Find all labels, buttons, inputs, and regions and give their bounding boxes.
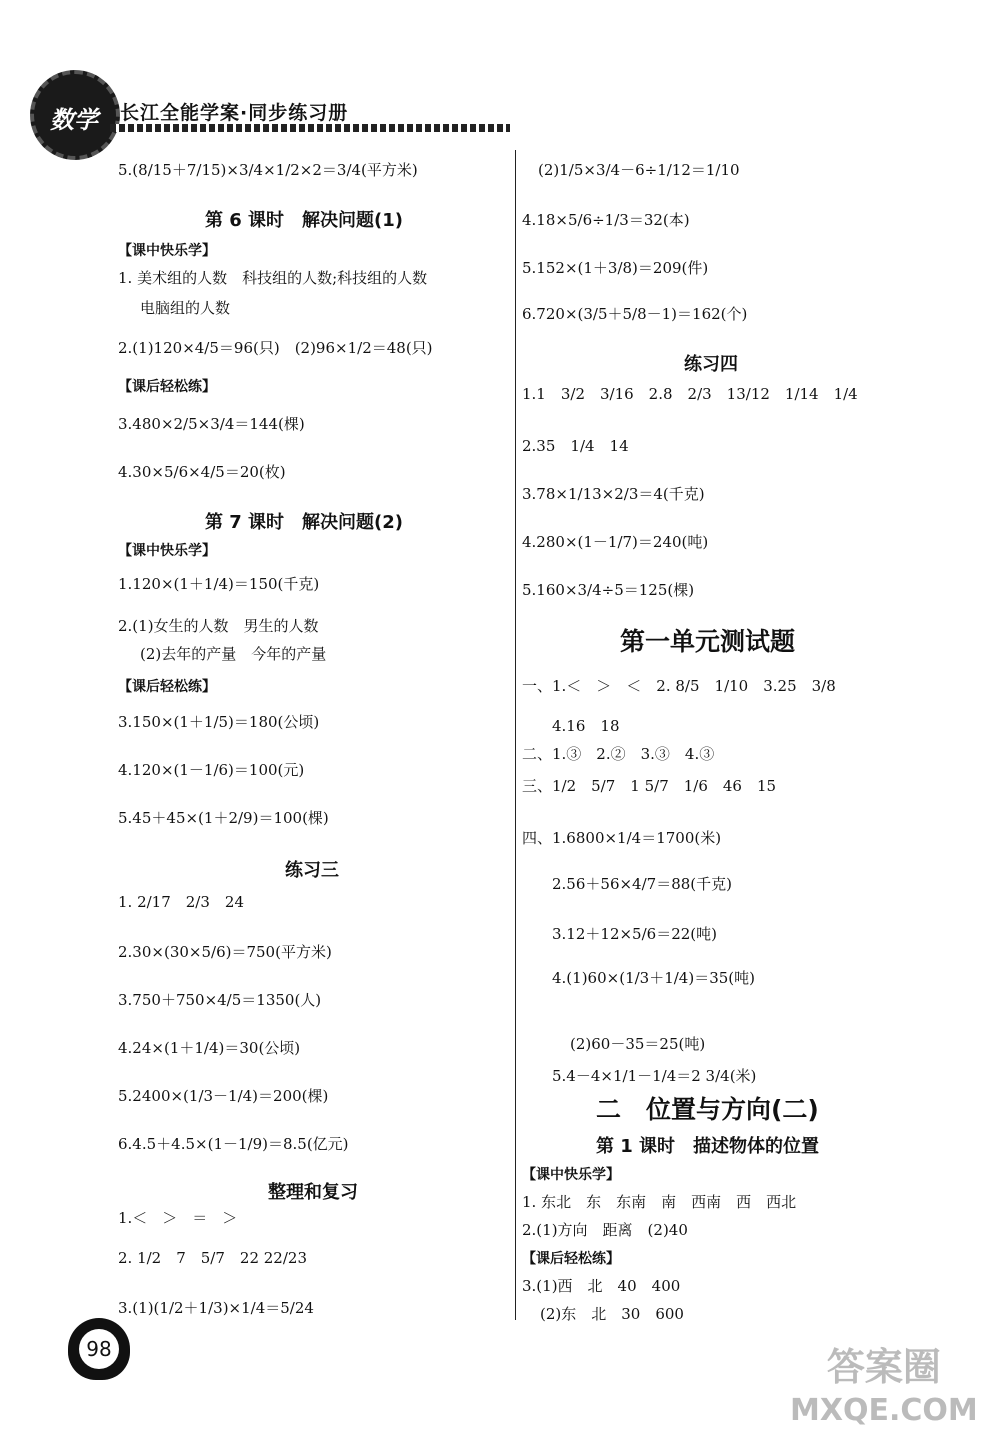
section-heading: 第一单元测试题 [620,627,796,656]
section-heading: 练习三 [285,860,339,881]
answer-line: (2)1/5×3/4－6÷1/12＝1/10 [538,161,740,179]
answer-line: 电脑组的人数 [140,299,231,317]
answer-line: 2.56＋56×4/7＝88(千克) [552,875,732,893]
answer-line: 一、1.＜ ＞ ＜ 2. 8/5 1/10 3.25 3/8 [522,677,836,695]
answer-line: 1.120×(1＋1/4)＝150(千克) [118,575,320,593]
answer-line: 4.30×5/6×4/5＝20(枚) [118,463,286,481]
answer-line: 6.4.5＋4.5×(1－1/9)＝8.5(亿元) [118,1135,349,1153]
answer-line: (2)去年的产量 今年的产量 [140,645,327,663]
answer-line: 5.152×(1＋3/8)＝209(件) [522,259,709,277]
answer-line: 5.45＋45×(1＋2/9)＝100(棵) [118,809,329,827]
answer-line: 2.30×(30×5/6)＝750(平方米) [118,943,332,961]
answer-line: 3.12＋12×5/6＝22(吨) [552,925,717,943]
section-tag: 【课中快乐学】 [522,1167,620,1183]
answer-line: 1. 东北 东 东南 南 西南 西 西北 [522,1193,797,1211]
answer-line: 3.750＋750×4/5＝1350(人) [118,991,322,1009]
header-rule [110,124,510,132]
answer-line: 2.(1)120×4/5＝96(只) (2)96×1/2＝48(只) [118,339,433,357]
answer-line: 4.16 18 [552,717,620,735]
section-tag: 【课后轻松练】 [118,379,216,395]
section-heading: 练习四 [684,354,738,375]
section-heading: 第 1 课时 描述物体的位置 [596,1136,820,1157]
answer-line: 5.4－4×1/1－1/4＝2 3/4(米) [552,1067,757,1085]
answer-line: 5.160×3/4÷5＝125(棵) [522,581,695,599]
column-divider [515,150,516,1320]
answer-line: 1.＜ ＞ ＝ ＞ [118,1209,238,1227]
section-heading: 整理和复习 [268,1182,358,1203]
watermark [790,1345,978,1433]
answer-line: 1. 2/17 2/3 24 [118,893,244,911]
answer-line: 3.(1)西 北 40 400 [522,1277,681,1295]
answer-line: 4.280×(1－1/7)＝240(吨) [522,533,709,551]
subject-badge [30,70,120,160]
answer-line: 1.1 3/2 3/16 2.8 2/3 13/12 1/14 1/4 [522,385,858,403]
watermark-logo: 答案圈 [826,1345,941,1389]
answer-line: 6.720×(3/5＋5/8－1)＝162(个) [522,305,748,323]
answer-line: 2.35 1/4 14 [522,437,629,455]
book-title: 长江全能学案·同步练习册 [120,102,349,124]
answer-line: 3.480×2/5×3/4＝144(棵) [118,415,305,433]
section-heading: 第 7 课时 解决问题(2) [205,512,404,533]
answer-line: 3.(1)(1/2＋1/3)×1/4＝5/24 [118,1299,314,1317]
answer-line: 四、1.6800×1/4＝1700(米) [522,829,722,847]
answer-line: 3.78×1/13×2/3＝4(千克) [522,485,705,503]
answer-line: 4.24×(1＋1/4)＝30(公顷) [118,1039,301,1057]
answer-line: (2)东 北 30 600 [540,1305,684,1323]
section-tag: 【课中快乐学】 [118,543,216,559]
section-heading: 第 6 课时 解决问题(1) [205,210,404,231]
answer-line: 2. 1/2 7 5/7 22 22/23 [118,1249,307,1267]
answer-line: (2)60－35＝25(吨) [570,1035,706,1053]
page-number-badge [68,1318,130,1380]
watermark-url: MXQE.COM [790,1393,978,1428]
answer-line: 1. 美术组的人数 科技组的人数;科技组的人数 [118,269,428,287]
answer-line: 二、1.③ 2.② 3.③ 4.③ [522,745,715,763]
answer-line: 三、1/2 5/7 1 5/7 1/6 46 15 [522,777,777,795]
section-tag: 【课中快乐学】 [118,243,216,259]
answer-line: 3.150×(1＋1/5)＝180(公顷) [118,713,320,731]
answer-line: 4.(1)60×(1/3＋1/4)＝35(吨) [552,969,755,987]
section-heading: 二 位置与方向(二) [596,1095,819,1124]
page-number: 98 [79,1329,119,1369]
answer-line: 2.(1)女生的人数 男生的人数 [118,617,319,635]
answer-line: 4.120×(1－1/6)＝100(元) [118,761,305,779]
answer-line: 2.(1)方向 距离 (2)40 [522,1221,688,1239]
answer-line: 4.18×5/6÷1/3＝32(本) [522,211,690,229]
section-tag: 【课后轻松练】 [522,1251,620,1267]
answer-line: 5.2400×(1/3－1/4)＝200(棵) [118,1087,329,1105]
subject-label: 数学 [50,106,98,134]
answer-line: 5.(8/15＋7/15)×3/4×1/2×2＝3/4(平方米) [118,161,418,179]
section-tag: 【课后轻松练】 [118,679,216,695]
